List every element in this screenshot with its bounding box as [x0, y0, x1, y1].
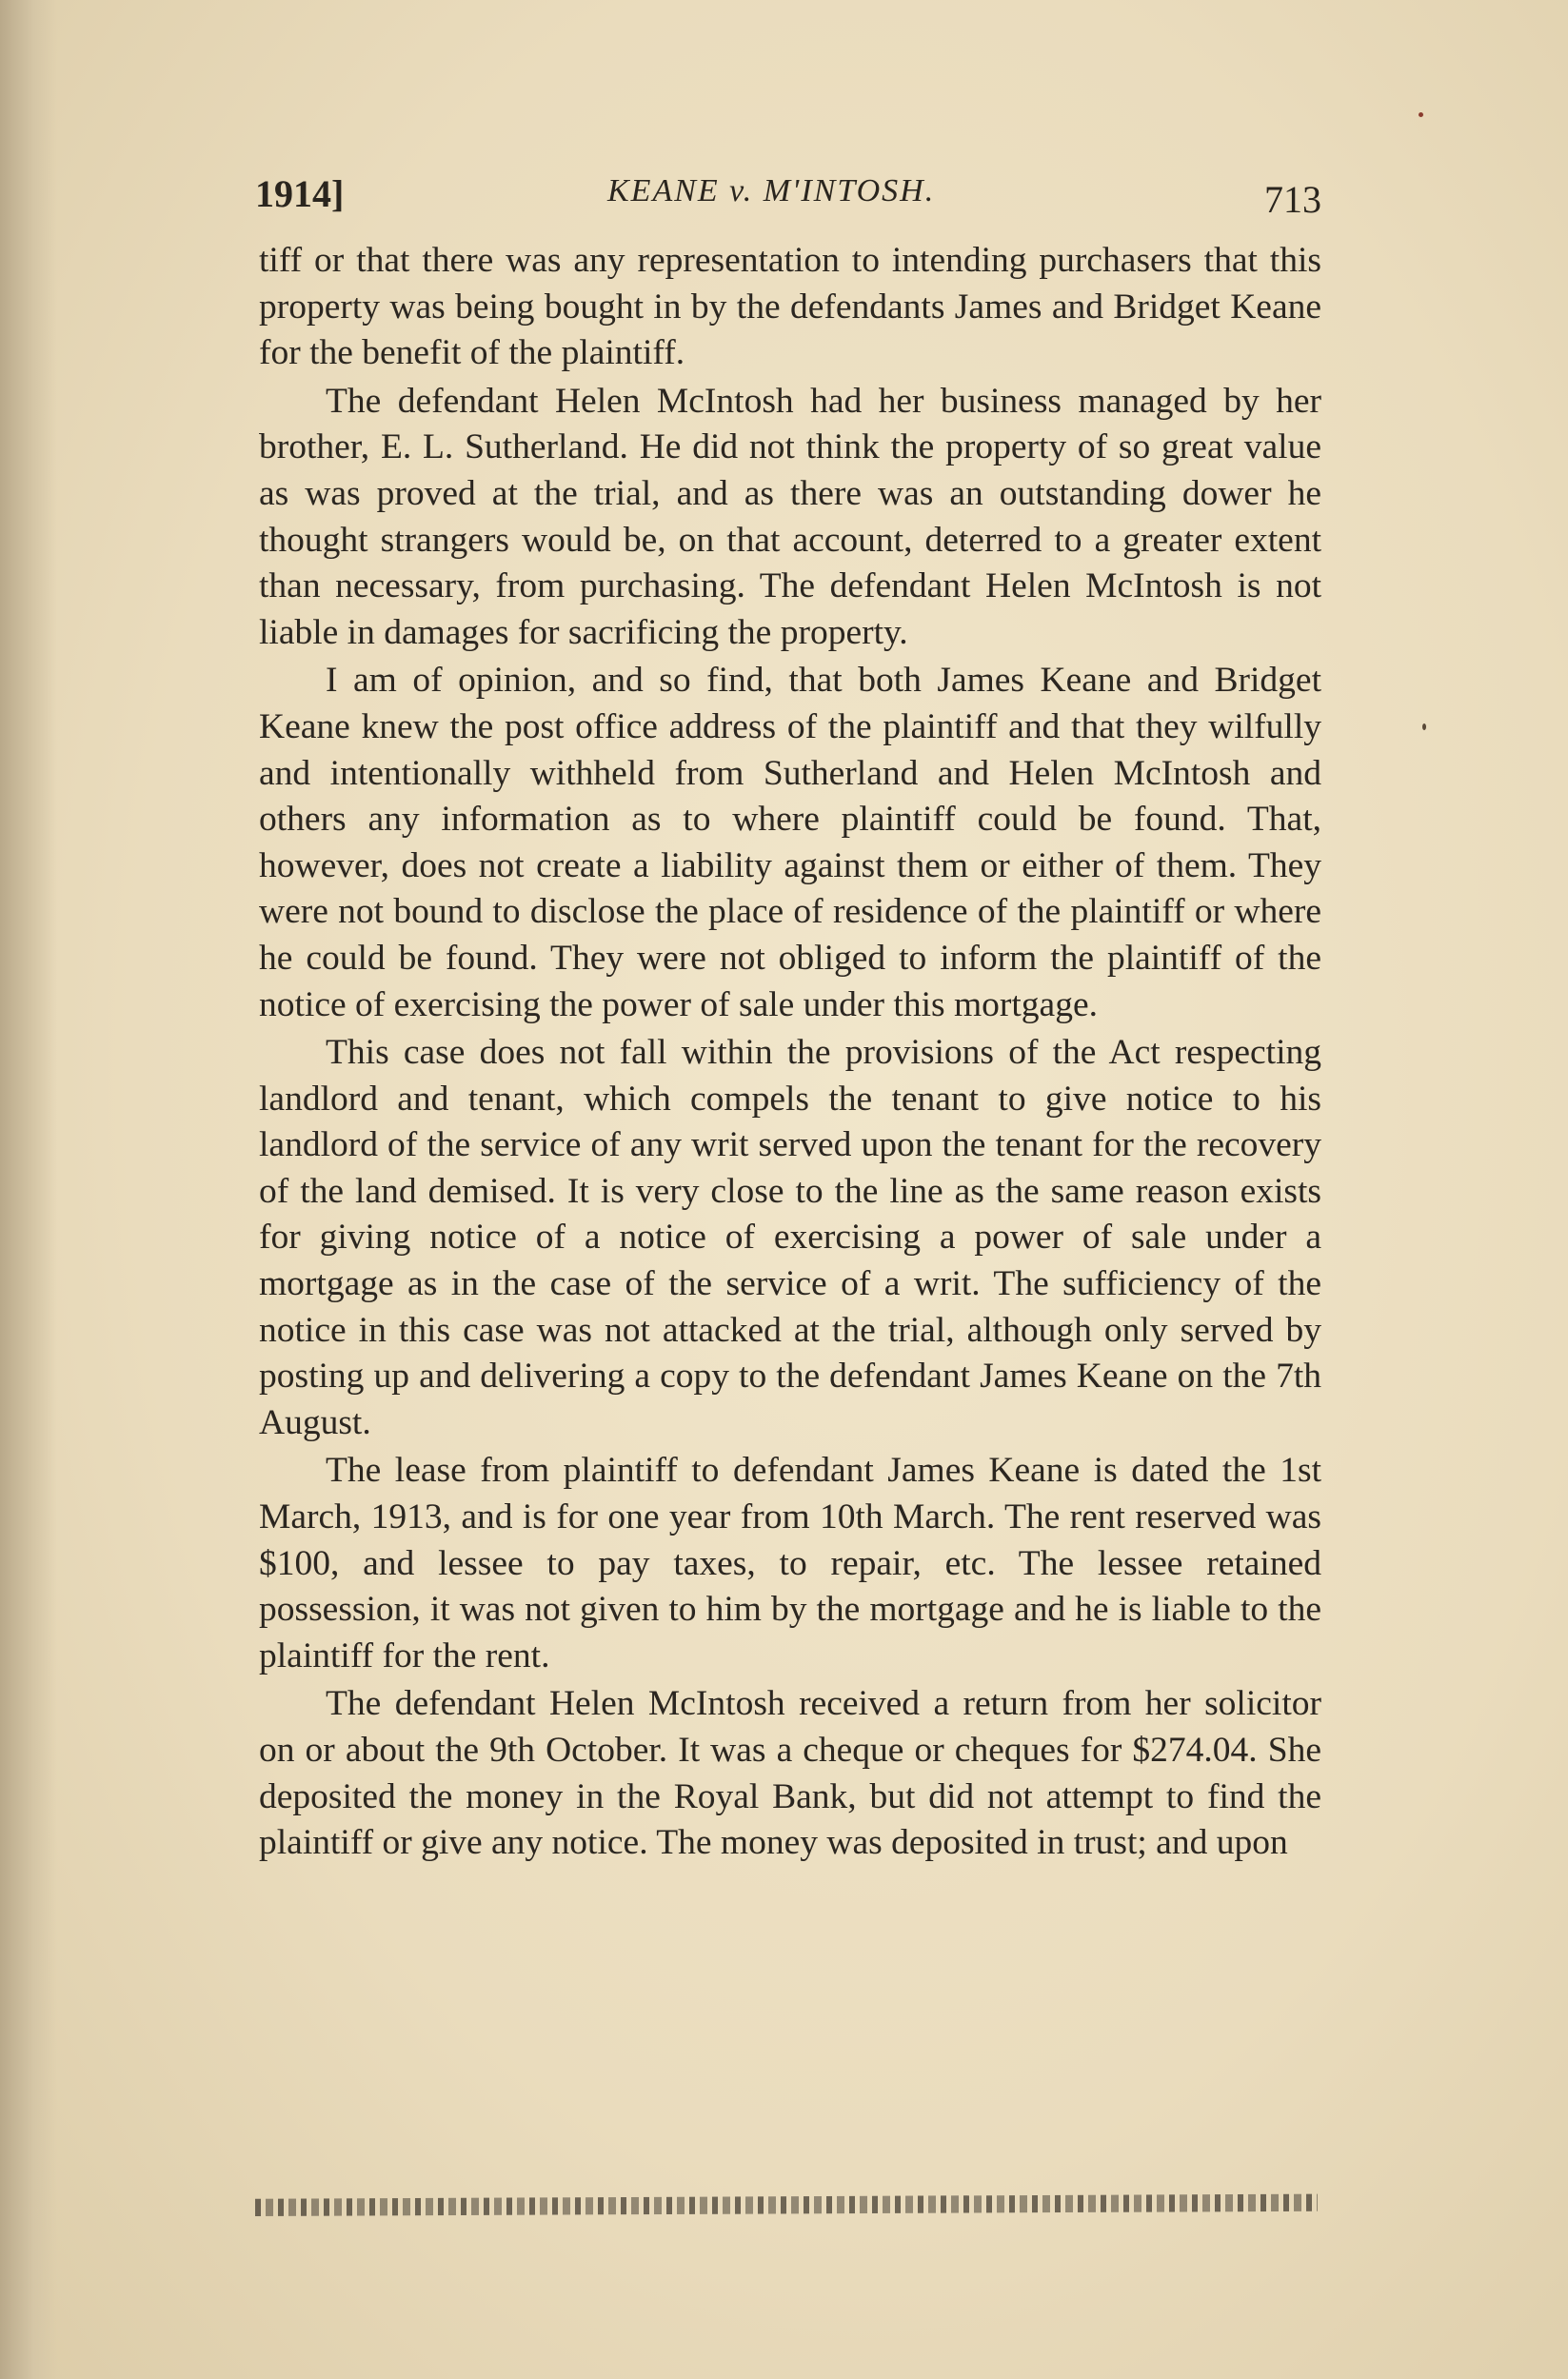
- ink-speck: [1422, 724, 1426, 730]
- paragraph: The lease from plaintiff to defendant James Keane is dated the 1st March, 1913, and is for one year from 10th March. The rent reserved was $100, and lessee to pay taxes, to repair, etc. The lessee retained possession, it was not given to him by the mortgage and he is liable to the plaintiff for the rent.: [259, 1451, 1321, 1675]
- page-number: 713: [1264, 178, 1321, 221]
- cut-off-next-line: [255, 2191, 1318, 2216]
- running-head: [255, 171, 1321, 228]
- paragraph: This case does not fall within the provisions of the Act respecting landlord and tenant, which compels the tenant to give notice to his landlord of the service of any writ served upon the tenant for the recovery of the land demised. It is very close to the line as the same reason exists for giving notice of a notice of exercising a power of sale under a mortgage as in the case of the service of a writ. The sufficiency of the notice in this case was not attacked at the trial, although only served by posting up and delivering a copy to the defendant James Keane on the 7th August.: [259, 1033, 1321, 1442]
- page-gutter-shadow: [0, 0, 57, 2379]
- paragraph: The defendant Helen McIntosh had her business managed by her brother, E. L. Sutherland. He did not think the property of so great value as was proved at the trial, and as there was an outstanding dower he thought strangers would be, on that account, deterred to a greater extent than necessary, from purchasing. The defendant Helen McIntosh is not liable in damages for sacrificing the property.: [259, 381, 1321, 652]
- paragraph-continued: tiff or that there was any representation to intending purchasers that this property was being bought in by the defendants James and Bridget Keane for the benefit of the plaintiff.: [259, 241, 1321, 373]
- paragraph: I am of opinion, and so find, that both James Keane and Bridget Keane knew the post office address of the plaintiff and that they wilfully and intentionally withheld from Sutherland and Helen McIntosh and others any information as to where plaintiff could be found. That, however, does not create a liability against them or either of them. They were not bound to disclose the place of residence of the plaintiff or where he could be found. They were not obliged to inform the plaintiff of the notice of exercising the power of sale under this mortgage.: [259, 661, 1321, 1024]
- paragraph: The defendant Helen McIntosh received a return from her solicitor on or about the 9th October. It was a cheque or cheques for $274.04. She deposited the money in the Royal Bank, but did not attempt to find the plaintiff or give any notice. The money was deposited in trust; and upon: [259, 1684, 1321, 1863]
- running-head-case-title: KEANE v. M'INTOSH.: [607, 173, 936, 208]
- ink-speck: [1419, 112, 1423, 117]
- running-head-year: 1914]: [255, 172, 345, 215]
- body-text: [259, 238, 1321, 1867]
